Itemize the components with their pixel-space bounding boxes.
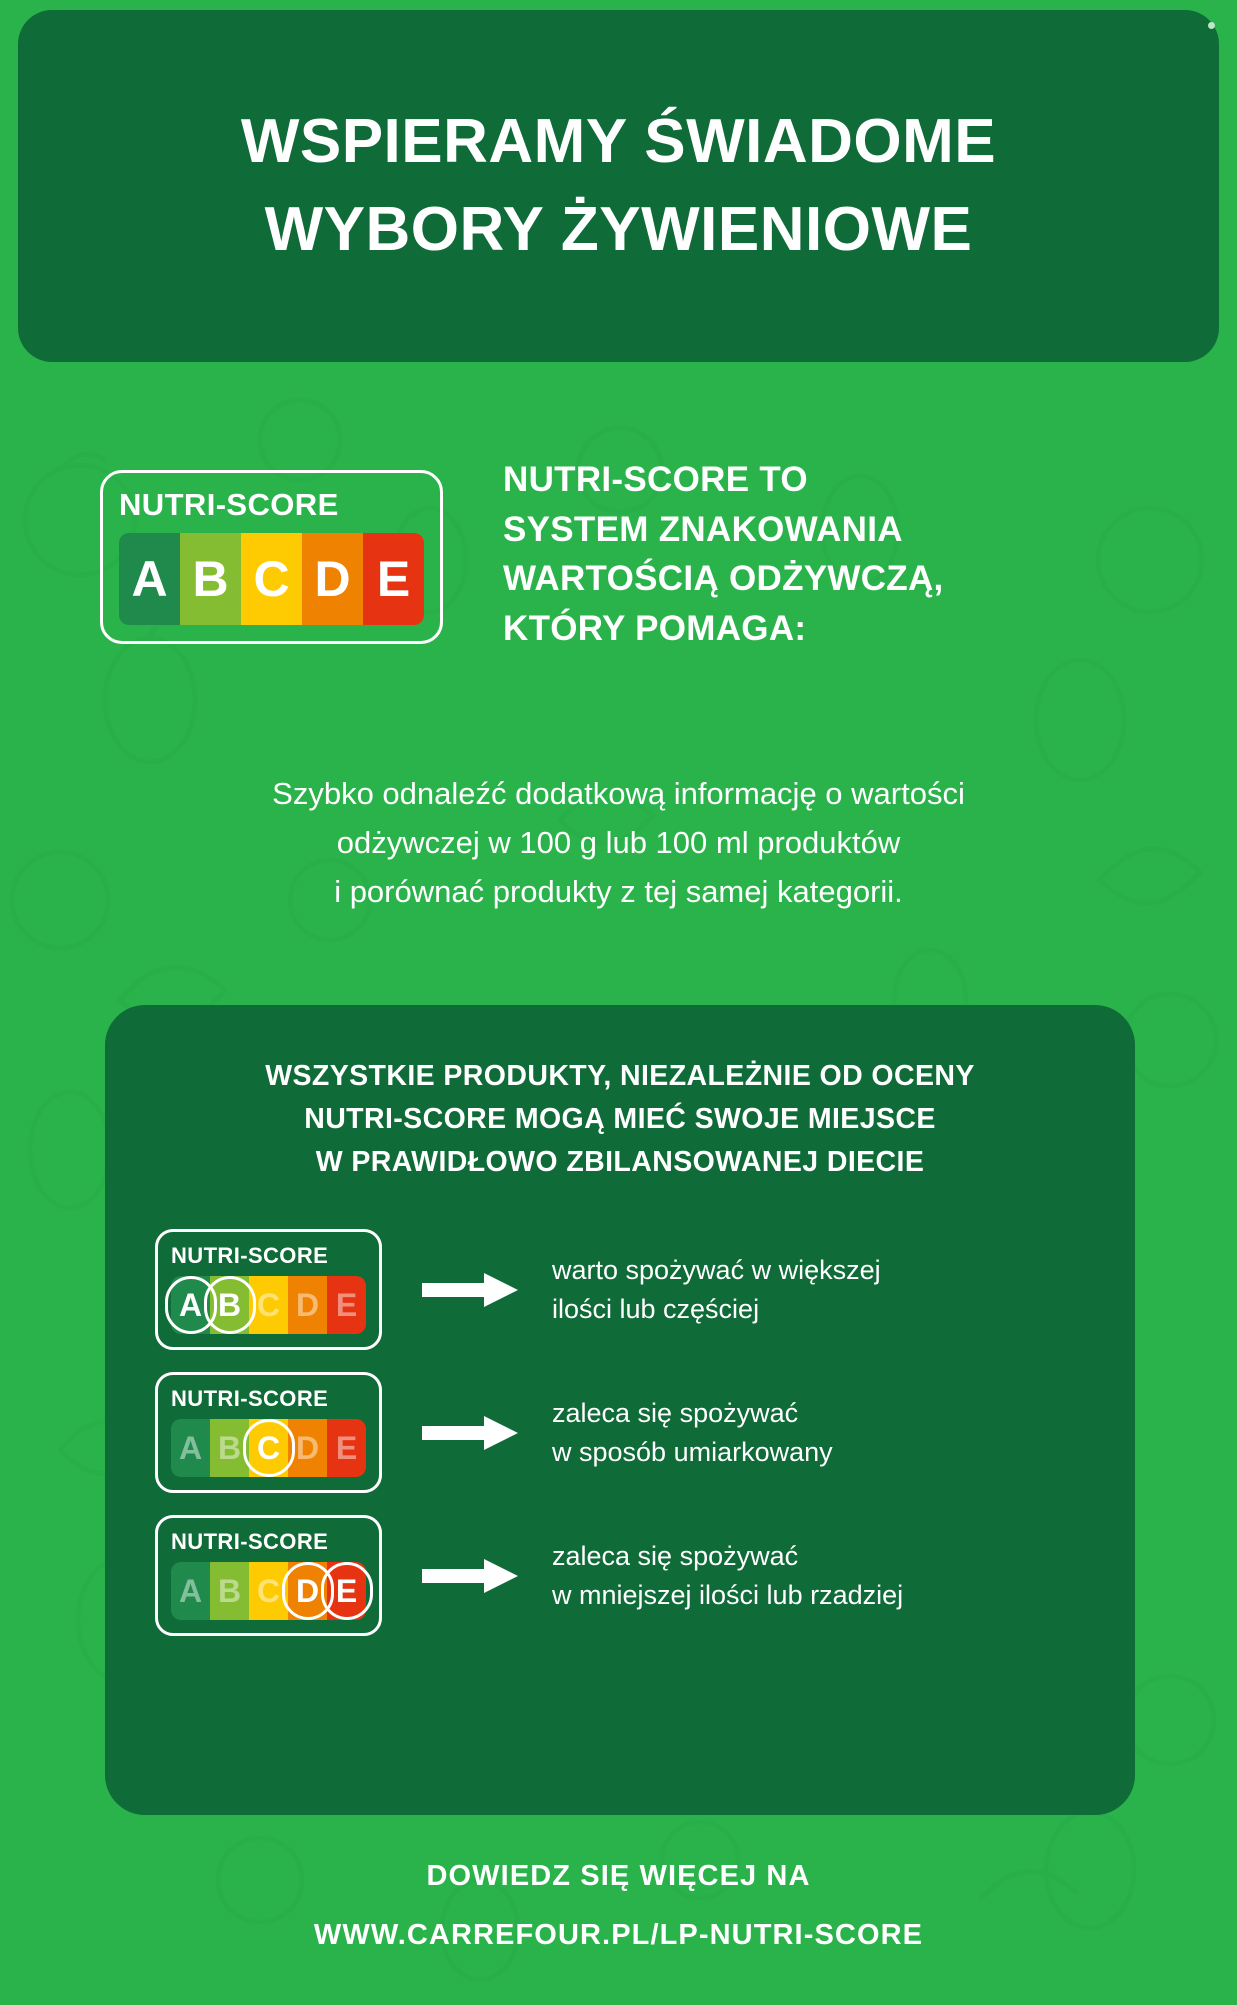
footer-url[interactable]: WWW.CARREFOUR.PL/LP-NUTRI-SCORE — [313, 1919, 924, 1951]
description-line1: Szybko odnaleźć dodatkową informację o wartości — [272, 776, 965, 811]
nutri-score-letter-e: E — [363, 533, 424, 625]
intro-text-line3: WARTOŚCIĄ ODŻYWCZĄ, — [503, 559, 944, 599]
guidance-row-text — [552, 1251, 881, 1329]
guidance-row-text-line1: zaleca się spożywać — [552, 1540, 799, 1571]
nutri-score-letter-a: A — [171, 1562, 210, 1620]
nutri-score-letters — [119, 533, 424, 625]
description-paragraph — [0, 770, 1237, 917]
nutri-score-letter-d: D — [302, 533, 363, 625]
nutri-score-letter-b: B — [180, 533, 241, 625]
nutri-score-letter-a: A — [171, 1276, 210, 1334]
nutri-score-label: NUTRI-SCORE — [171, 1386, 329, 1412]
nutri-score-letter-c: C — [249, 1562, 288, 1620]
nutri-score-letter-a: A — [171, 1419, 210, 1477]
guidance-heading-line2: NUTRI-SCORE MOGĄ MIEĆ SWOJE MIEJSCE — [304, 1102, 936, 1135]
nutri-score-letters — [171, 1276, 366, 1334]
nutri-score-badge-main — [100, 470, 443, 644]
guidance-panel — [105, 1005, 1135, 1815]
guidance-heading-line3: W PRAWIDŁOWO ZBILANSOWANEJ DIECIE — [315, 1145, 925, 1178]
nutri-score-letter-e: E — [327, 1562, 366, 1620]
nutri-score-letters — [171, 1562, 366, 1620]
arrow-right-icon — [422, 1416, 518, 1450]
nutri-score-letter-e: E — [327, 1419, 366, 1477]
nutri-score-badge-ab — [155, 1229, 382, 1350]
page-title-line1: WSPIERAMY ŚWIADOME — [240, 106, 997, 176]
nutri-score-letter-c: C — [241, 533, 302, 625]
nutri-score-label: NUTRI-SCORE — [119, 487, 339, 522]
intro-text-line1: NUTRI-SCORE TO — [503, 460, 808, 499]
guidance-row-text — [552, 1394, 833, 1472]
intro-text-line2: SYSTEM ZNAKOWANIA — [503, 509, 903, 549]
nutri-score-letter-c: C — [249, 1419, 288, 1477]
guidance-heading-line1: WSZYSTKIE PRODUKTY, NIEZALEŻNIE OD OCENY — [265, 1060, 975, 1092]
nutri-score-letter-b: B — [210, 1562, 249, 1620]
nutri-score-letter-b: B — [210, 1419, 249, 1477]
header-panel — [18, 10, 1219, 362]
guidance-row-text-line2: w mniejszej ilości lub rzadziej — [552, 1579, 904, 1610]
footer-cta-text: DOWIEDZ SIĘ WIĘCEJ NA — [426, 1860, 811, 1892]
guidance-heading — [145, 1055, 1095, 1183]
nutri-score-letter-e: E — [327, 1276, 366, 1334]
nutri-score-letters — [171, 1419, 366, 1477]
description-line2: odżywczej w 100 g lub 100 ml produktów — [336, 824, 901, 860]
nutri-score-letter-b: B — [210, 1276, 249, 1334]
nutri-score-letter-d: D — [288, 1562, 327, 1620]
decorative-dot — [1208, 22, 1215, 29]
guidance-row-text-line1: warto spożywać w większej — [552, 1254, 881, 1285]
guidance-row-text-line2: ilości lub częściej — [552, 1293, 760, 1324]
nutri-score-label: NUTRI-SCORE — [171, 1529, 329, 1555]
nutri-score-label: NUTRI-SCORE — [171, 1243, 329, 1269]
intro-section — [0, 455, 1237, 654]
intro-text-line4: KTÓRY POMAGA: — [503, 609, 807, 649]
footer — [0, 1860, 1237, 1952]
nutri-score-badge-c — [155, 1372, 382, 1493]
guidance-row-text-line2: w sposób umiarkowany — [552, 1436, 833, 1467]
arrow-right-icon — [422, 1559, 518, 1593]
guidance-row-text — [552, 1537, 903, 1615]
guidance-row — [155, 1515, 1095, 1636]
guidance-row-text-line1: zaleca się spożywać — [552, 1397, 799, 1428]
nutri-score-letter-a: A — [119, 533, 180, 625]
arrow-right-icon — [422, 1273, 518, 1307]
page-title-line2: WYBORY ŻYWIENIOWE — [264, 195, 973, 264]
nutri-score-badge-de — [155, 1515, 382, 1636]
description-line3: i porównać produkty z tej samej kategorii. — [334, 873, 903, 909]
guidance-row — [155, 1372, 1095, 1493]
nutri-score-letter-c: C — [249, 1276, 288, 1334]
guidance-row — [155, 1229, 1095, 1350]
nutri-score-letter-d: D — [288, 1419, 327, 1477]
nutri-score-letter-d: D — [288, 1276, 327, 1334]
intro-text — [503, 455, 944, 654]
